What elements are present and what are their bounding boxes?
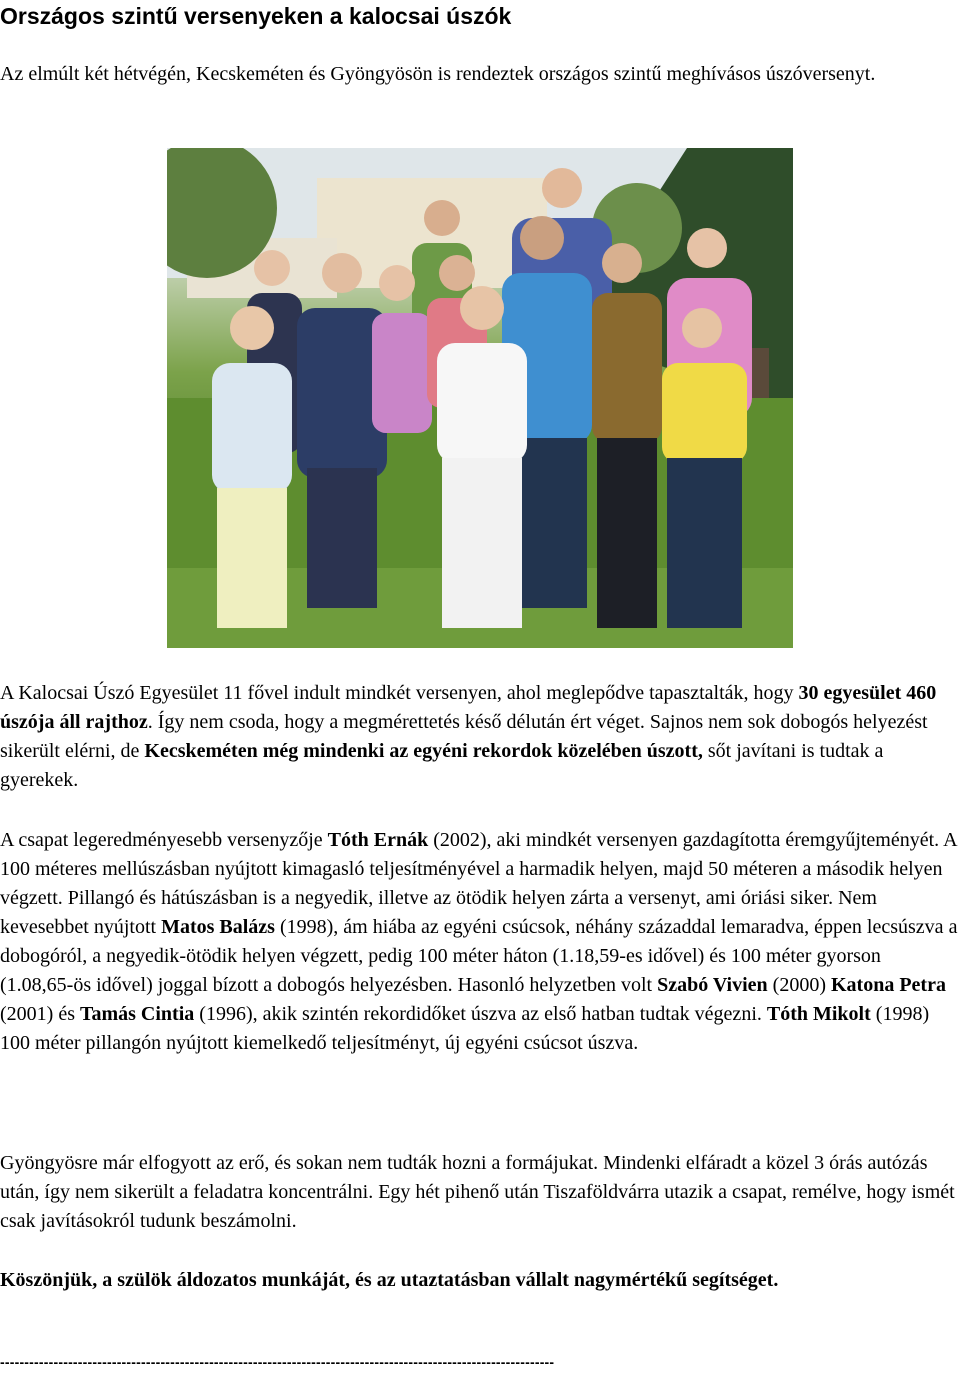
swimmer-name: Tóth Ernák	[327, 829, 429, 851]
thanks-paragraph: Köszönjük, a szülök áldozatos munkáját, és az utaztatásban vállalt nagymértékű segítséget.	[0, 1269, 779, 1291]
intro-paragraph: Az elmúlt két hétvégén, Kecskeméten és Gyöngyösön is rendeztek országos szintű meghívásos úszóversenyt.	[0, 63, 876, 85]
text-span: (1998) 100 méter pillangón nyújtott kiemelkedő teljesítményt, új egyéni csúcsot úszva.	[0, 1003, 930, 1054]
text-span: A csapat legeredményesebb versenyzője	[0, 829, 328, 851]
text-span: sőt javítani is tudtak a gyerekek.	[0, 740, 884, 791]
text-span: (2000)	[767, 974, 831, 996]
text-span: . Így nem csoda, hogy a megmérettetés késő délután ért véget. Sajnos nem sok dobogós helyezést sikerült elérni, de	[0, 711, 928, 762]
team-photo-illustration	[167, 148, 793, 648]
text-span: A Kalocsai Úszó Egyesület 11 fővel indult mindkét versenyen, ahol meglepődve tapasztalták, hogy	[0, 682, 799, 704]
highlight-participants: 30 egyesület 460 úszója áll rajthoz	[0, 682, 937, 733]
article-title: Országos szintű versenyeken a kalocsai úszók	[0, 3, 512, 29]
highlight-kecskemet: Kecskeméten még mindenki az egyéni rekordok közelében úszott,	[144, 740, 703, 762]
divider-line: ------------------------------------------------------------------------------------------------------------------	[0, 1354, 555, 1370]
text-span: (2002), aki mindkét versenyen gazdagította éremgyűjteményét. A 100 méteres mellúszásban nyújtott kimagasló teljesítményével a harmadik helyen, majd 50 méteren a második helyen végzett. Pillangó és hátúszásban is a negyedik, illetve az ötödik helyen zárta a versenyt, ami óriási siker. Nem kevesebbet nyújtott	[0, 829, 957, 938]
text-span: (1998), ám hiába az egyéni csúcsok, néhány századdal lemaradva, éppen lecsúszva a dobogóról, a negyedik-ötödik helyen végzett, pedig 100 méter háton (1.18,59-es idővel) és 100 méter gyorson (1.08,65-ös idővel) joggal bízott a dobogós helyezésben. Hasonló helyzetben volt	[0, 916, 958, 996]
text-span: (1996), akik szintén rekordidőket úszva az első hatban tudtak végezni.	[194, 1003, 767, 1025]
swimmer-name: Matos Balázs	[161, 916, 275, 938]
team-photo	[167, 148, 793, 648]
swimmer-name: Tamás Cintia	[79, 1003, 195, 1025]
paragraph-gyongyos: Gyöngyösre már elfogyott az erő, és sokan nem tudták hozni a formájukat. Mindenki elfáradt a közel 3 órás autózás után, így nem sikerült a feladatra koncentrálni. Egy hét pihenő után Tiszaföldvárra utazik a csapat, remélve, hogy ismét csak javításokról tudunk beszámolni.	[0, 1152, 955, 1232]
text-span: (2001) és	[0, 1003, 80, 1025]
swimmer-name: Tóth Mikolt	[766, 1003, 871, 1025]
swimmer-name: Szabó Vivien	[657, 974, 768, 996]
paragraph-results-overview	[0, 679, 958, 795]
paragraph-individual-results	[0, 826, 958, 1058]
swimmer-name: Katona Petra	[830, 974, 946, 996]
